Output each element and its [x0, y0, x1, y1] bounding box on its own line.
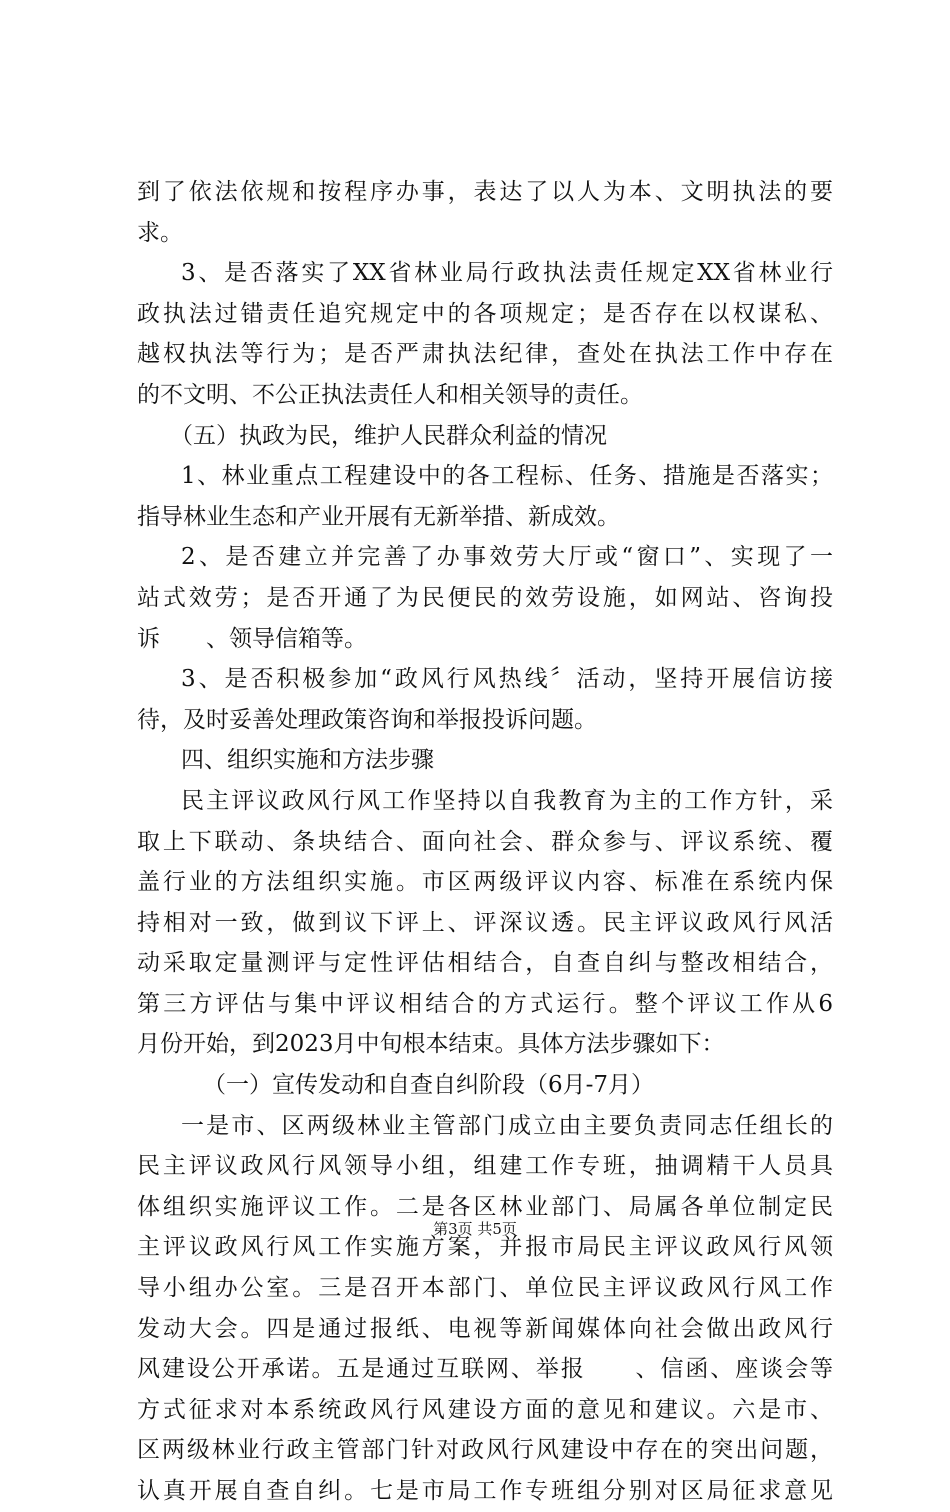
text-line: 3、是否落实了XX省林业局行政执法责任规定XX省林业行: [181, 260, 833, 287]
text-line: 政执法过错责任追究规定中的各项规定；是否存在以权谋私、: [137, 300, 833, 327]
text-line: 求。: [137, 219, 183, 246]
text-line: 方式征求对本系统政风行风建设方面的意见和建议。六是市、: [137, 1396, 833, 1423]
section-heading: 四、组织实施和方法步骤: [181, 747, 434, 774]
text-line: 持相对一致，做到议下评上、评深议透。民主评议政风行风活: [137, 909, 833, 936]
text-line: 3、是否积极参加“政风行风热线〞活动，坚持开展信访接: [181, 666, 833, 693]
text-line: 取上下联动、条块结合、面向社会、群众参与、评议系统、覆: [137, 828, 833, 855]
section-heading: （五）执政为民，维护人民群众利益的情况: [170, 422, 607, 449]
text-line: 盖行业的方法组织实施。市区两级评议内容、标准在系统内保: [137, 869, 833, 896]
document-body: [137, 172, 833, 1512]
text-line: 站式效劳；是否开通了为民便民的效劳设施，如网站、咨询投: [137, 584, 833, 611]
text-line: 动采取定量测评与定性评估相结合，自查自纠与整改相结合，: [137, 950, 833, 977]
text-line: 待，及时妥善处理政策咨询和举报投诉问题。: [137, 706, 597, 733]
text-line: 到了依法依规和按程序办事，表达了以人为本、文明执法的要: [137, 179, 833, 205]
text-line: 一是市、区两级林业主管部门成立由主要负责同志任组长的: [181, 1112, 833, 1139]
text-line: 区两级林业行政主管部门针对政风行风建设中存在的突出问题，: [137, 1437, 833, 1464]
page-footer: [0, 1219, 950, 1239]
text-line: 主评议政风行风工作实施方案，并报市局民主评议政风行风领: [137, 1234, 833, 1261]
text-line: 越权执法等行为；是否严肃执法纪律，查处在执法工作中存在: [137, 341, 833, 368]
text-line: 风建设公开承诺。五是通过互联网、举报 、信函、座谈会等: [137, 1356, 833, 1383]
text-line: 月份开始，到2023月中旬根本结束。具体方法步骤如下：: [137, 1031, 725, 1058]
text-line: 诉 、领导信箱等。: [137, 625, 367, 652]
page-number-label: 第3页 共5页: [433, 1220, 517, 1238]
text-line: 的不文明、不公正执法责任人和相关领导的责任。: [137, 381, 643, 408]
text-line: 民主评议政风行风领导小组，组建工作专班，抽调精干人员具: [137, 1153, 833, 1180]
text-line: 2、是否建立并完善了办事效劳大厅或“窗口”、实现了一: [181, 544, 833, 571]
text-line: 体组织实施评议工作。二是各区林业部门、局属各单位制定民: [137, 1193, 833, 1220]
text-line: 导小组办公室。三是召开本部门、单位民主评议政风行风工作: [137, 1275, 833, 1302]
section-heading: （一）宣传发动和自查自纠阶段（6月-7月）: [203, 1072, 655, 1099]
text-line: 第三方评估与集中评议相结合的方式运行。整个评议工作从6: [137, 990, 833, 1017]
text-line: 认真开展自查自纠。七是市局工作专班组分别对区局征求意见: [137, 1478, 833, 1504]
text-line: 指导林业生态和产业开展有无新举措、新成效。: [137, 503, 620, 530]
text-line: 发动大会。四是通过报纸、电视等新闻媒体向社会做出政风行: [137, 1315, 833, 1342]
text-line: 民主评议政风行风工作坚持以自我教育为主的工作方针，采: [181, 787, 833, 814]
text-line: 1、林业重点工程建设中的各工程标、任务、措施是否落实；: [181, 463, 833, 490]
